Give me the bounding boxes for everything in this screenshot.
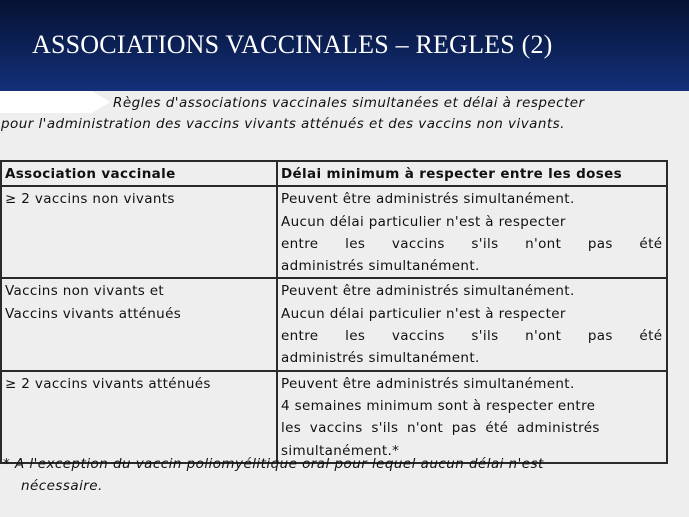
delai-line: simultanément.* xyxy=(281,442,400,459)
association-cell xyxy=(1,186,277,278)
association-cell xyxy=(1,278,277,370)
delai-cell xyxy=(277,278,667,370)
footnote-line-1: * A l'exception du vaccin poliomyélitique oral pour lequel aucun délai n'est xyxy=(3,456,544,472)
association-table xyxy=(0,160,668,464)
header-association: Association vaccinale xyxy=(1,161,277,186)
intro-line-2: pour l'administration des vaccins vivants atténués et des vaccins non vivants. xyxy=(1,116,565,132)
delai-line: administrés simultanément. xyxy=(281,350,480,367)
association-line: ≥ 2 vaccins non vivants xyxy=(5,191,175,208)
table-header-row xyxy=(1,161,667,186)
slide-content xyxy=(0,91,689,517)
slide-title: ASSOCIATIONS VACCINALES – REGLES (2) xyxy=(32,30,553,59)
association-line: Vaccins non vivants et xyxy=(5,283,165,300)
footnote-line-2: nécessaire. xyxy=(21,478,103,494)
delai-line: Peuvent être administrés simultanément. xyxy=(281,375,575,392)
delai-line: les vaccins s'ils n'ont pas été administrés xyxy=(281,420,600,437)
association-line: ≥ 2 vaccins vivants atténués xyxy=(5,375,211,392)
delai-line: Aucun délai particulier n'est à respecter xyxy=(281,305,566,322)
table-row xyxy=(1,186,667,278)
association-cell xyxy=(1,371,277,463)
slide-header xyxy=(0,0,689,91)
association-line: Vaccins vivants atténués xyxy=(5,305,182,322)
delai-line: entre les vaccins s'ils n'ont pas été xyxy=(281,328,663,345)
delai-cell xyxy=(277,186,667,278)
table-row xyxy=(1,371,667,463)
header-delai: Délai minimum à respecter entre les doses xyxy=(277,161,667,186)
delai-line: Peuvent être administrés simultanément. xyxy=(281,191,575,208)
delai-line: administrés simultanément. xyxy=(281,258,480,275)
delai-line: 4 semaines minimum sont à respecter entre xyxy=(281,397,596,414)
delai-line: Aucun délai particulier n'est à respecter xyxy=(281,213,566,230)
delai-line: entre les vaccins s'ils n'ont pas été xyxy=(281,235,663,252)
delai-line: Peuvent être administrés simultanément. xyxy=(281,283,575,300)
arrow-shape xyxy=(0,91,110,113)
intro-line-1: Règles d'associations vaccinales simultanées et délai à respecter xyxy=(113,95,585,111)
table-row xyxy=(1,278,667,370)
delai-cell xyxy=(277,371,667,463)
